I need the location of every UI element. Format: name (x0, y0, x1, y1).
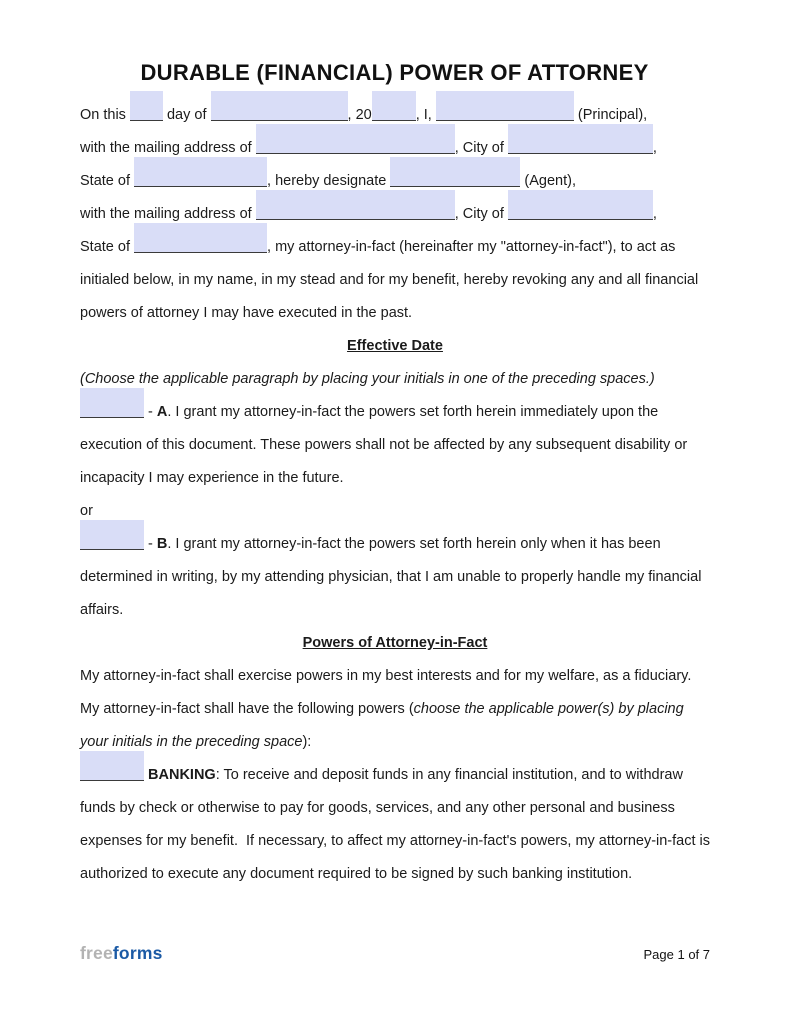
agent-address-field[interactable] (256, 206, 455, 220)
text-run: powers of attorney I may have executed in the past. (80, 305, 413, 321)
text-run: , (652, 140, 657, 156)
page-number: Page 1 of 7 (643, 947, 710, 962)
footer (80, 943, 710, 964)
text-run: funds by check or otherwise to pay for goods, services, and any other personal and business (80, 800, 675, 816)
agent-state-field[interactable] (134, 239, 267, 253)
opening-line-6 (80, 264, 710, 297)
text-run: B (156, 536, 168, 552)
text-run: expenses for my benefit. If necessary, to affect my attorney-in-fact's powers, my attorney-in-fact is (80, 833, 711, 849)
text-run: : To receive and deposit funds in any financial institution, and to withdraw (215, 767, 683, 783)
opening-line-7 (80, 297, 710, 330)
option-a-line-3 (80, 462, 710, 495)
text-run: execution of this document. These powers shall not be affected by any subsequent disability or (80, 437, 688, 453)
banking-line-2 (80, 792, 710, 825)
effective-date-note (80, 363, 710, 396)
agent-name-field[interactable] (390, 173, 520, 187)
effective-date-heading (80, 330, 710, 363)
text-run: day of (162, 107, 211, 123)
text-run: (Choose the applicable paragraph by placing your initials in one of the preceding spaces.) (80, 371, 655, 387)
text-run: - (144, 404, 157, 420)
text-run: choose the applicable power(s) by placing (413, 701, 684, 717)
text-run: initialed below, in my name, in my stead and for my benefit, hereby revoking any and all financial (80, 272, 699, 288)
text-run: A (156, 404, 168, 420)
principal-name-field[interactable] (436, 107, 574, 121)
initials-banking-field[interactable] (80, 767, 144, 781)
option-b-line-3 (80, 594, 710, 627)
powers-intro-1 (80, 660, 710, 693)
text-run: , 20 (347, 107, 372, 123)
or-line (80, 495, 710, 528)
document-lines (0, 99, 789, 891)
freeforms-logo (80, 943, 163, 964)
text-run: affairs. (80, 602, 124, 618)
text-run: , (652, 206, 657, 222)
month-field[interactable] (211, 107, 348, 121)
powers-intro-2 (80, 693, 710, 726)
text-run: (Agent), (520, 173, 576, 189)
text-run: , City of (454, 140, 508, 156)
text-run: incapacity I may experience in the future. (80, 470, 344, 486)
initials-a-field[interactable] (80, 404, 144, 418)
document-title: DURABLE (FINANCIAL) POWER OF ATTORNEY (140, 60, 649, 85)
text-run: with the mailing address of (80, 140, 256, 156)
agent-city-field[interactable] (508, 206, 653, 220)
text-run: or (80, 503, 93, 519)
principal-state-field[interactable] (134, 173, 267, 187)
text-run: - (144, 536, 157, 552)
text-run: , I, (415, 107, 436, 123)
option-b-line-2 (80, 561, 710, 594)
logo-forms-text: forms (112, 943, 163, 963)
option-a-line-1 (80, 396, 710, 429)
powers-heading (80, 627, 710, 660)
text-run: ): (302, 734, 312, 750)
text-run: , my attorney-in-fact (hereinafter my "attorney-in-fact"), to act as (267, 239, 676, 255)
option-a-line-2 (80, 429, 710, 462)
principal-city-field[interactable] (508, 140, 653, 154)
logo-free-text: free (80, 943, 113, 963)
text-run: (Principal), (573, 107, 648, 123)
text-run: authorized to execute any document required to be signed by such banking institution. (80, 866, 633, 882)
text-run: , hereby designate (267, 173, 391, 189)
principal-address-field[interactable] (256, 140, 455, 154)
option-b-line-1 (80, 528, 710, 561)
text-run: . I grant my attorney-in-fact the powers set forth herein only when it has been (167, 536, 661, 552)
text-run: BANKING (148, 767, 216, 783)
text-run: My attorney-in-fact shall exercise powers in my best interests and for my welfare, as a fiduciary. (80, 668, 692, 684)
text-run: your initials in the preceding space (80, 734, 303, 750)
text-run: determined in writing, by my attending physician, that I am unable to properly handle my financial (80, 569, 702, 585)
banking-line-4 (80, 858, 710, 891)
text-run: . I grant my attorney-in-fact the powers set forth herein immediately upon the (167, 404, 659, 420)
year-field[interactable] (372, 107, 416, 121)
opening-line-5 (80, 231, 710, 264)
banking-line-3 (80, 825, 710, 858)
initials-b-field[interactable] (80, 536, 144, 550)
text-run: My attorney-in-fact shall have the following powers ( (80, 701, 414, 717)
day-field[interactable] (130, 107, 163, 121)
text-run: On this (80, 107, 130, 123)
banking-line-1 (80, 759, 710, 792)
text-run: Powers of Attorney-in-Fact (302, 635, 488, 651)
text-run: Effective Date (347, 338, 443, 354)
powers-intro-3 (80, 726, 710, 759)
text-run: with the mailing address of (80, 206, 256, 222)
text-run: , City of (454, 206, 508, 222)
text-run: State of (80, 173, 135, 189)
text-run: State of (80, 239, 135, 255)
